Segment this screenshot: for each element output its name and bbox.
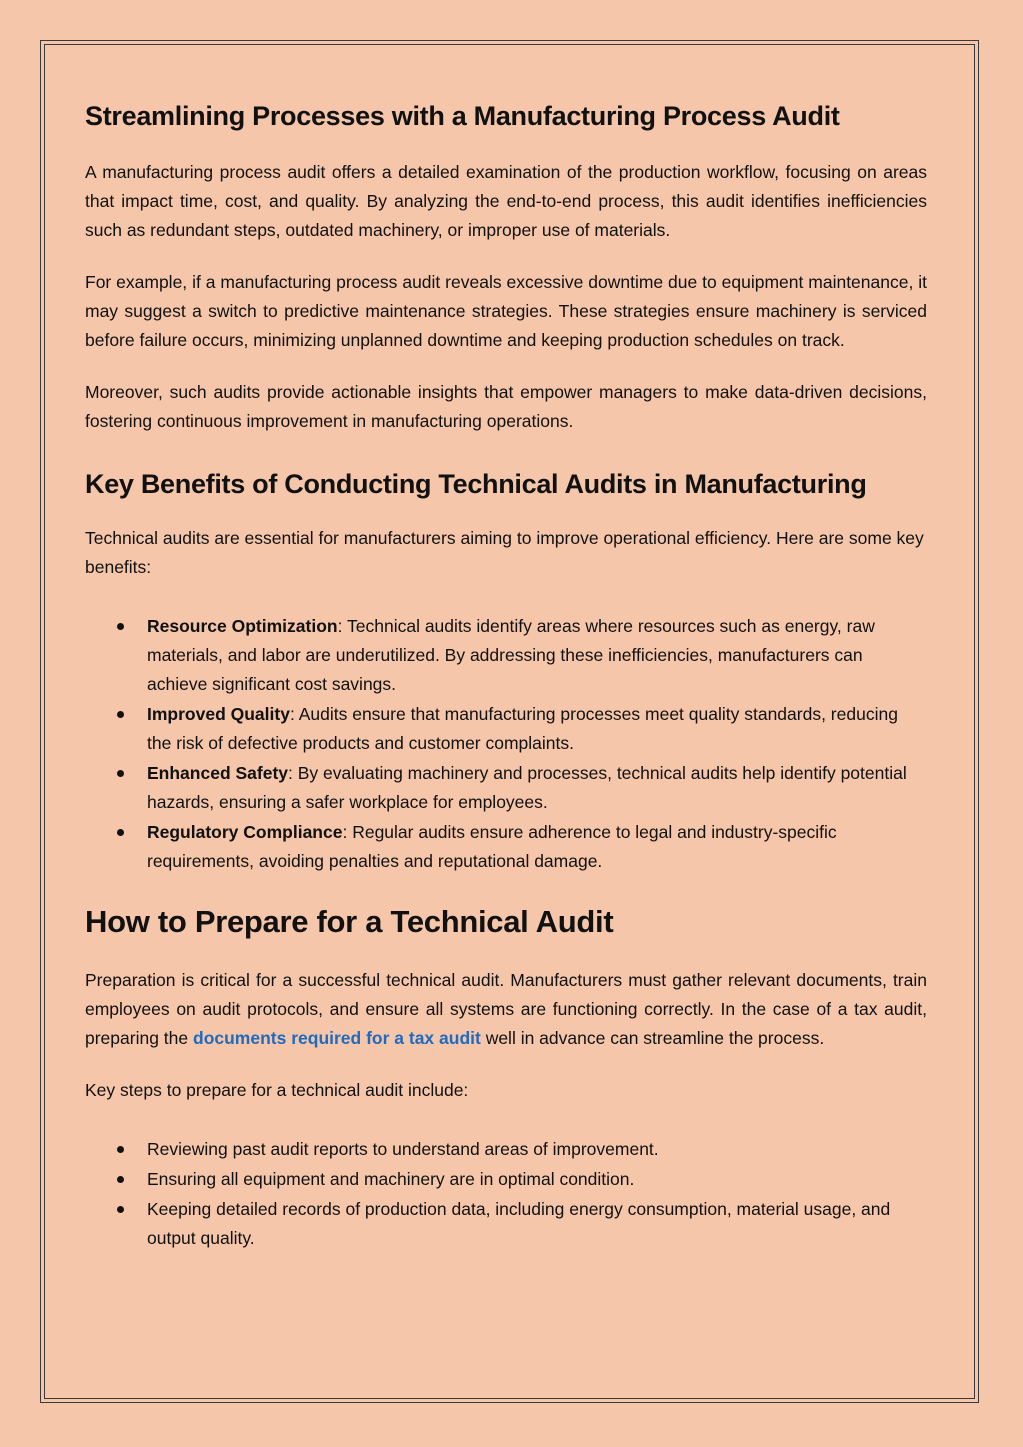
benefit-text: : By evaluating machinery and processes, technical audits help identify potential hazards, ensuring a safer workplace for employees. [147,763,907,812]
list-item [147,818,927,876]
paragraph: Moreover, such audits provide actionable insights that empower managers to make data-driven decisions, fostering continuous improvement in manufacturing operations. [85,382,927,431]
document-body [85,98,927,1254]
section-heading-prepare: How to Prepare for a Technical Audit [85,904,614,939]
list-item [147,700,927,758]
benefits-list [85,612,927,876]
benefit-text: : Technical audits identify areas where resources such as energy, raw materials, and labor are underutilized. By addressing these inefficiencies, manufacturers can achieve significant cost savings. [147,616,875,694]
list-item: Reviewing past audit reports to understand areas of improvement. [147,1135,927,1164]
benefit-text: : Regular audits ensure adherence to legal and industry-specific requirements, avoiding penalties and reputational damage. [147,822,837,871]
paragraph: A manufacturing process audit offers a detailed examination of the production workflow, focusing on areas that impact time, cost, and quality. By analyzing the end-to-end process, this audit identifies inefficiencies such as redundant steps, outdated machinery, or improper use of materials. [85,162,927,240]
list-item: Keeping detailed records of production data, including energy consumption, material usage, and output quality. [147,1195,927,1253]
list-item [147,612,927,699]
text-run: Preparation is critical for a successful technical audit. Manufacturers must gather relevant documents, train employees on audit protocols, and ensure all systems are functioning correctly. In the case of a tax audit, preparing the [85,970,927,1048]
benefit-term: Enhanced Safety [147,763,289,783]
benefit-term: Regulatory Compliance [147,822,343,842]
section-heading-key-benefits: Key Benefits of Conducting Technical Audits in Manufacturing [85,469,867,499]
paragraph: Key steps to prepare for a technical audit include: [85,1080,469,1100]
benefit-term: Resource Optimization [147,616,338,636]
text-run: well in advance can streamline the process. [480,1028,825,1048]
prep-steps-list [85,1135,927,1253]
list-item: Ensuring all equipment and machinery are in optimal condition. [147,1165,927,1194]
section-heading-process-audit: Streamlining Processes with a Manufacturing Process Audit [85,101,840,131]
paragraph: Technical audits are essential for manufacturers aiming to improve operational efficiency. Here are some key benefits: [85,528,924,577]
benefit-term: Improved Quality [147,704,290,724]
benefit-text: : Audits ensure that manufacturing processes meet quality standards, reducing the risk of defective products and customer complaints. [147,704,898,753]
paragraph [85,966,927,1053]
paragraph: For example, if a manufacturing process audit reveals excessive downtime due to equipment maintenance, it may suggest a switch to predictive maintenance strategies. These strategies ensure machinery is serviced before failure occurs, minimizing unplanned downtime and keeping production schedules on track. [85,272,927,350]
tax-audit-documents-link[interactable]: documents required for a tax audit [193,1028,481,1048]
list-item [147,759,927,817]
